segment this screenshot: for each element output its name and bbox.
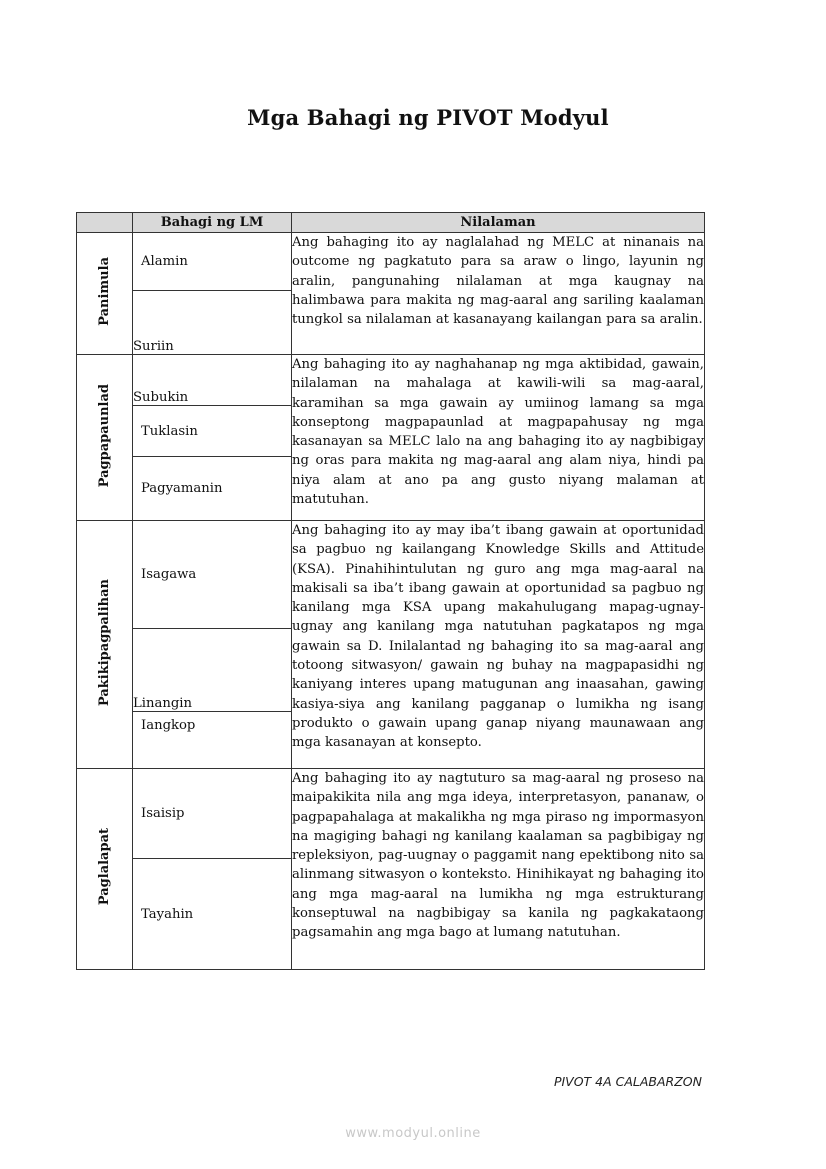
part-cell: Isagawa (133, 521, 292, 629)
watermark: www.modyul.online (345, 1126, 481, 1141)
content-cell: Ang bahaging ito ay nagtuturo sa mag-aaral ng proseso na maipakikita nila ang mga ideya, interpretasyon, pananaw, o pagpapahalaga at makalikha ng mga piraso ng impormasyon na magiging bahagi ng kanilang kaalaman sa pagbibigay ng repleksiyon, pag-uugnay o paggamit nang epektibong nito sa alinmang sitwasyon o konteksto. Hinihikayat ng bahaging ito ang mga mag-aaral na lumikha ng mga estrukturang konseptuwal na nagbibigay sa kanila ng pagkakataong pagsamahin ang mga bago at lumang natutuhan. (292, 769, 705, 970)
lm-parts-table (76, 212, 705, 970)
table-header-row (77, 213, 705, 233)
phase-cell-pagpapaunlad (77, 355, 133, 521)
content-cell: Ang bahaging ito ay naghahanap ng mga aktibidad, gawain, nilalaman na mahalaga at kawili-wili sa mag-aaral, karamihan sa mga gawain ay umiinog lamang sa mga konseptong magpapaunlad at magpapahusay ng mga kasanayan sa MELC lalo na ang bahaging ito ay nagbibigay ng oras para makita ng mag-aaral ang alam niya, hindi pa niya alam at ano pa ang gusto niyang malaman at matutuhan. (292, 355, 705, 521)
phase-cell-panimula (77, 233, 133, 355)
table-row (77, 769, 705, 859)
phase-cell-pakikipagpalihan (77, 521, 133, 769)
phase-label: Pagpapaunlad (97, 383, 112, 488)
header-blank (77, 213, 133, 233)
footer-label: PIVOT 4A CALABARZON (553, 1074, 702, 1089)
table-row (77, 521, 705, 629)
table-row (77, 233, 705, 291)
part-cell: Iangkop (133, 712, 292, 769)
phase-cell-paglalapat (77, 769, 133, 970)
part-cell: Suriin (133, 291, 292, 355)
part-cell: Tuklasin (133, 406, 292, 457)
phase-label: Pakikipagpalihan (97, 578, 112, 707)
phase-label: Paglalapat (97, 828, 112, 906)
phase-label: Panimula (97, 257, 112, 326)
part-cell: Tayahin (133, 859, 292, 970)
part-cell: Subukin (133, 355, 292, 406)
part-cell: Linangin (133, 629, 292, 712)
page-title: Mga Bahagi ng PIVOT Modyul (247, 105, 609, 130)
content-cell: Ang bahaging ito ay may iba’t ibang gawain at oportunidad sa pagbuo ng kailangang Knowledge Skills and Attitude (KSA). Pinahihintulutan ng guro ang mga mag-aaral na makisali sa iba’t ibang gawain at oportunidad sa pagbuo ng kanilang mga KSA upang makahulugang mapag-ugnay-ugnay ang kanilang mga natutuhan pagkatapos ng mga gawain sa D. Inilalantad ng bahaging ito sa mag-aaral ang totoong sitwasyon/ gawain ng buhay na magpapasidhi ng kaniyang interes upang matugunan ang inaasahan, gawing kasiya-siya ang kanilang pagganap o lumikha ng isang produkto o gawain upang ganap niyang maunawaan ang mga kasanayan at konsepto. (292, 521, 705, 769)
header-part: Bahagi ng LM (133, 213, 292, 233)
content-cell: Ang bahaging ito ay naglalahad ng MELC at ninanais na outcome ng pagkatuto para sa araw o lingo, layunin ng aralin, pangunahing nilalaman at mga kaugnay na halimbawa para makita ng mag-aaral ang sariling kaalaman tungkol sa nilalaman at kasanayang kailangan para sa aralin. (292, 233, 705, 355)
table-row (77, 355, 705, 406)
header-content: Nilalaman (292, 213, 705, 233)
part-cell: Alamin (133, 233, 292, 291)
part-cell: Pagyamanin (133, 457, 292, 521)
part-cell: Isaisip (133, 769, 292, 859)
